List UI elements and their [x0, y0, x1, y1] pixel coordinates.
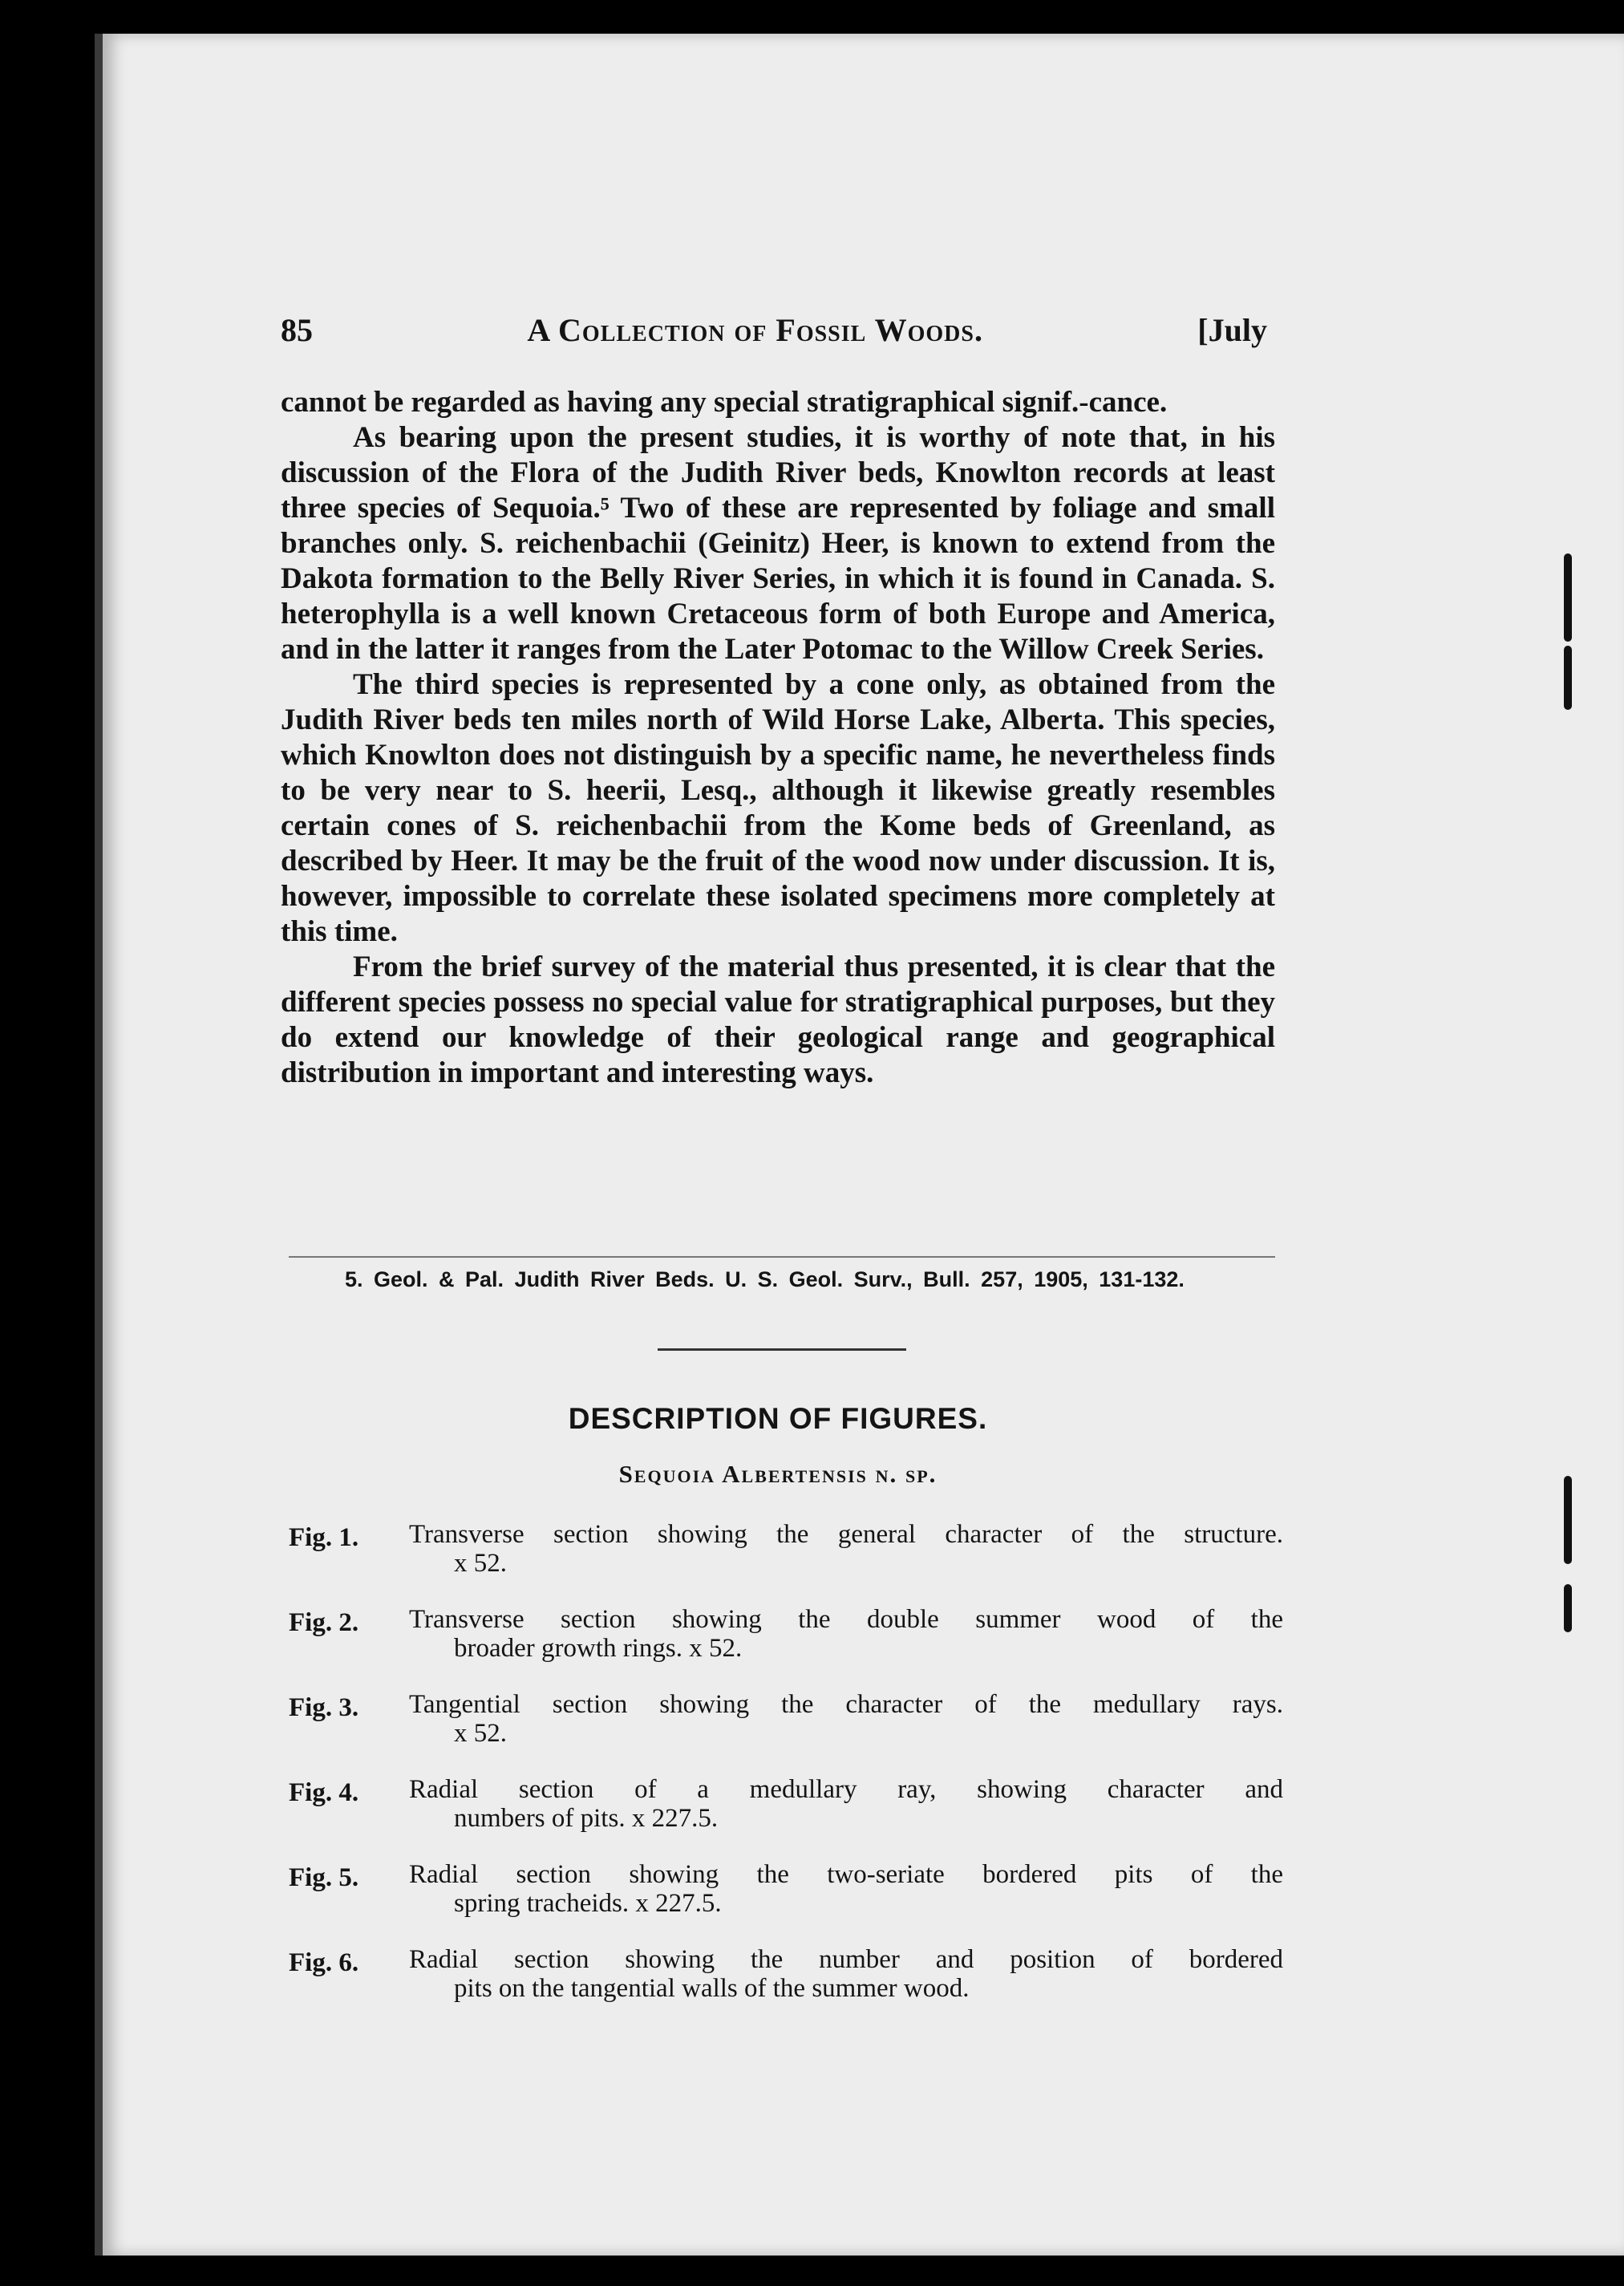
figure-caption: Radial section showing the two-seriate bordered pits of the: [409, 1860, 1283, 1889]
running-header: [281, 311, 1267, 359]
figure-caption: Tangential section showing the character of the medullary rays.: [409, 1690, 1283, 1719]
figure-caption: Transverse section showing the double summer wood of the: [409, 1605, 1283, 1634]
figure-label: Fig. 5.: [289, 1863, 359, 1892]
section-heading: DESCRIPTION OF FIGURES.: [568, 1402, 988, 1435]
figure-list: [289, 1520, 1283, 2030]
footnote: 5. Geol. & Pal. Judith River Beds. U. S. Geol. Surv., Bull. 257, 1905, 131-132.: [345, 1267, 1185, 1291]
figure-label: Fig. 2.: [289, 1608, 359, 1637]
paragraph: cannot be regarded as having any special stratigraphical signif.-cance.: [281, 386, 1168, 419]
figure-caption-cont: x 52.: [454, 1719, 507, 1748]
figure-label: Fig. 1.: [289, 1523, 359, 1552]
figure-item: [289, 1605, 1283, 1663]
header-date: [July: [1197, 312, 1267, 348]
body-text: [281, 385, 1275, 1091]
section-divider: [658, 1348, 906, 1351]
edge-mark: [1564, 553, 1572, 642]
figure-label: Fig. 4.: [289, 1778, 359, 1807]
figure-caption-cont: broader growth rings. x 52.: [454, 1634, 743, 1663]
figure-caption-cont: pits on the tangential walls of the summer wood.: [454, 1974, 970, 2003]
paragraph: From the brief survey of the material thus presented, it is clear that the different species possess no special value for stratigraphical purposes, but they do extend our knowledge of their geological range and geographical distribution in important and interesting ways.: [281, 950, 1275, 1089]
species-name: Sequoia Albertensis n. sp.: [618, 1460, 938, 1488]
figure-item: [289, 1520, 1283, 1578]
figure-item: [289, 1775, 1283, 1833]
figure-caption-cont: x 52.: [454, 1549, 507, 1578]
figure-item: [289, 1860, 1283, 1918]
figure-item: [289, 1690, 1283, 1748]
figure-label: Fig. 6.: [289, 1948, 359, 1977]
edge-mark: [1564, 646, 1572, 710]
figure-item: [289, 1945, 1283, 2003]
edge-mark: [1564, 1476, 1572, 1564]
edge-mark: [1564, 1584, 1572, 1632]
running-title: A Collection of Fossil Woods.: [527, 312, 983, 348]
paragraph: As bearing upon the present studies, it is worthy of note that, in his discussion of the Flora of the Judith River beds, Knowlton records at least three species of Sequoia.⁵ Two of these are represented by foliage and small branches only. S. reichenbachii (Geinitz) Heer, is known to extend from the Dakota formation to the Belly River Series, in which it is found in Canada. S. heterophylla is a well known Cretaceous form of both Europe and America, and in the latter it ranges from the Later Potomac to the Willow Creek Series.: [281, 421, 1275, 666]
paragraph: The third species is represented by a cone only, as obtained from the Judith River beds ten miles north of Wild Horse Lake, Alberta. This species, which Knowlton does not distinguish by a specific name, he nevertheless finds to be very near to S. heerii, Lesq., although it likewise greatly resembles certain cones of S. reichenbachii from the Kome beds of Greenland, as described by Heer. It may be the fruit of the wood now under discussion. It is, however, impossible to correlate these isolated specimens more completely at this time.: [281, 668, 1275, 948]
page-number: 85: [281, 312, 313, 348]
figure-caption: Transverse section showing the general character of the structure.: [409, 1520, 1283, 1549]
footnote-divider: [289, 1256, 1275, 1258]
figure-caption: Radial section of a medullary ray, showing character and: [409, 1775, 1283, 1804]
figure-caption: Radial section showing the number and position of bordered: [409, 1945, 1283, 1974]
figure-caption-cont: spring tracheids. x 227.5.: [454, 1889, 722, 1918]
figure-caption-cont: numbers of pits. x 227.5.: [454, 1804, 719, 1833]
figure-label: Fig. 3.: [289, 1693, 359, 1722]
